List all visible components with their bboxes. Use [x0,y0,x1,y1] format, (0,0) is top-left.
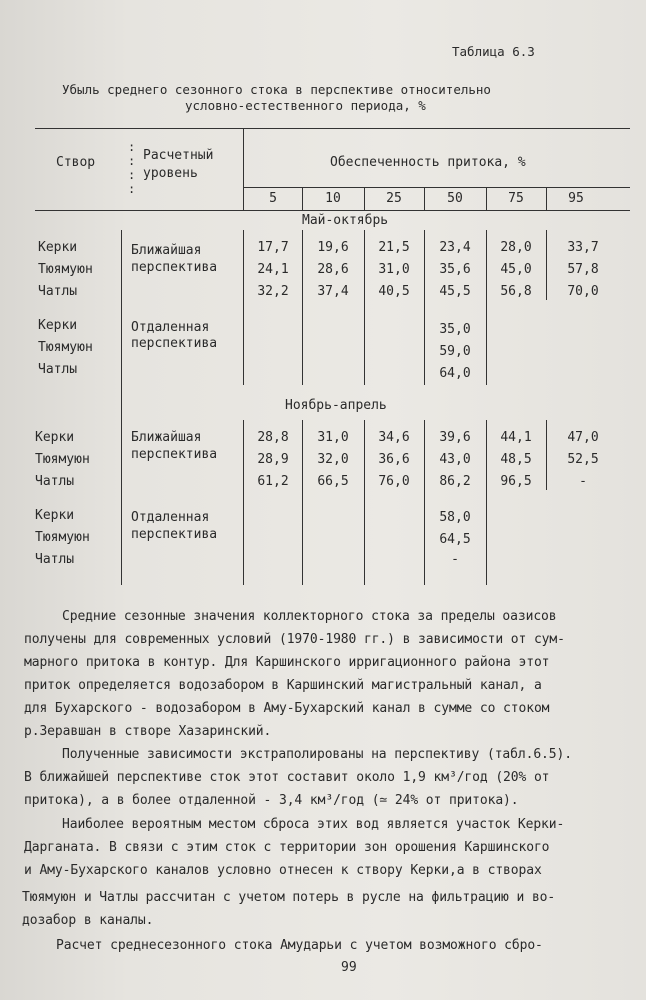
period-november-april: Ноябрь-апрель [285,398,387,413]
cell: 43,0 [439,452,471,467]
cell: 47,0 [567,430,599,445]
header-level-line-1: Расчетный [143,148,214,163]
cell: 57,8 [567,262,599,277]
paragraph-line: марного притока в контур. Для Каршинского ирригационного района этот [24,655,550,670]
table-label: Таблица 6.3 [452,44,535,59]
header-prob-25: 25 [386,191,402,206]
paragraph-line: Тюямуюн и Чатлы рассчитан с учетом потерь в русле на фильтрацию и во- [22,890,556,905]
cell: 17,7 [257,240,289,255]
paragraph-line: В ближайшей перспективе сток этот составит около 1,9 км³/год (20% от [24,770,550,785]
level-near-line-1: Ближайшая [131,243,202,258]
station-kerki: Керки [35,508,75,523]
paragraph-line: для Бухарского - водозабором в Аму-Бухарский канал в сумме со стоком [24,701,550,716]
header-prob-75: 75 [508,191,524,206]
station-chatly: Чатлы [38,362,78,377]
cell: 96,5 [500,474,532,489]
cell: 35,6 [439,262,471,277]
paragraph-line: р.Зеравшан в створе Хазаринский. [24,724,272,739]
cell: 28,8 [257,430,289,445]
cell: 28,0 [500,240,532,255]
cell: 52,5 [567,452,599,467]
level-near-line-2: перспектива [131,260,218,275]
cell: 33,7 [567,240,599,255]
period-may-october: Май-октябрь [302,213,389,228]
cell: 19,6 [317,240,349,255]
cell: 36,6 [378,452,410,467]
page-number: 99 [341,960,357,975]
cell: 32,0 [317,452,349,467]
cell: 31,0 [378,262,410,277]
cell: 76,0 [378,474,410,489]
cell: - [579,474,587,489]
station-kerki: Керки [35,430,75,445]
cell: 23,4 [439,240,471,255]
cell: 56,8 [500,284,532,299]
cell: 37,4 [317,284,349,299]
cell: - [451,552,459,567]
cell: 34,6 [378,430,410,445]
paragraph-line: Расчет среднесезонного стока Амударьи с учетом возможного сбро- [56,938,543,953]
level-near-line-2: перспектива [131,447,218,462]
station-tyuyamuyun: Тюямуюн [38,340,93,355]
cell: 86,2 [439,474,471,489]
level-far-line-1: Отдаленная [131,320,210,335]
cell: 45,0 [500,262,532,277]
table-top-rule [35,128,630,129]
header-supply: Обеспеченность притока, % [330,155,526,170]
paragraph-line: Дарганата. В связи с этим сток с территории зон орошения Каршинского [24,840,550,855]
paragraph-line: дозабор в каналы. [22,913,154,928]
level-far-line-2: перспектива [131,336,218,351]
station-kerki: Керки [38,240,78,255]
cell: 39,6 [439,430,471,445]
level-far-line-2: перспектива [131,527,218,542]
cell: 21,5 [378,240,410,255]
station-tyuyamuyun: Тюямуюн [35,530,90,545]
station-chatly: Чатлы [38,284,78,299]
col-divider-75-body-1 [546,230,547,300]
cell: 44,1 [500,430,532,445]
cell: 66,5 [317,474,349,489]
header-bottom-rule [35,210,630,211]
paragraph-line: и Аму-Бухарского каналов условно отнесен к створу Керки,а в створах [24,863,542,878]
paragraph-line: Средние сезонные значения коллекторного стока за пределы оазисов [62,609,557,624]
paragraph-line: приток определяется водозабором в Каршинский магистральный канал, а [24,678,542,693]
header-prob-5: 5 [269,191,277,206]
paragraph-line: Наиболее вероятным местом сброса этих вод является участок Керки- [62,817,565,832]
cell: 64,0 [439,366,471,381]
station-chatly: Чатлы [35,474,75,489]
cell: 64,5 [439,532,471,547]
cell: 70,0 [567,284,599,299]
table-title-line-1: Убыль среднего сезонного стока в перспективе относительно [62,82,491,97]
header-level-line-2: уровень [143,166,198,181]
cell: 35,0 [439,322,471,337]
cell: 61,2 [257,474,289,489]
header-prob-95: 95 [568,191,584,206]
paragraph-line: Полученные зависимости экстраполированы на перспективу (табл.6.5). [62,747,572,762]
cell: 24,1 [257,262,289,277]
cell: 59,0 [439,344,471,359]
cell: 31,0 [317,430,349,445]
col-divider-stvor [121,230,122,585]
cell: 58,0 [439,510,471,525]
cell: 28,6 [317,262,349,277]
header-prob-50: 50 [447,191,463,206]
cell: 40,5 [378,284,410,299]
cell: 28,9 [257,452,289,467]
table-title-line-2: условно-естественного периода, % [185,98,426,113]
cell: 48,5 [500,452,532,467]
paragraph-line: получены для современных условий (1970-1980 гг.) в зависимости от сум- [24,632,565,647]
header-stvor: Створ [56,155,96,170]
station-tyuyamuyun: Тюямуюн [35,452,90,467]
col-divider-75-body-2 [546,420,547,490]
station-tyuyamuyun: Тюямуюн [38,262,93,277]
cell: 32,2 [257,284,289,299]
station-kerki: Керки [38,318,78,333]
header-colon-marks: : : : : [128,140,136,196]
level-near-line-1: Ближайшая [131,430,202,445]
paragraph-line: притока), а в более отдаленной - 3,4 км³/год (≃ 24% от притока). [24,793,519,808]
level-far-line-1: Отдаленная [131,510,210,525]
station-chatly: Чатлы [35,552,75,567]
header-prob-10: 10 [325,191,341,206]
cell: 45,5 [439,284,471,299]
